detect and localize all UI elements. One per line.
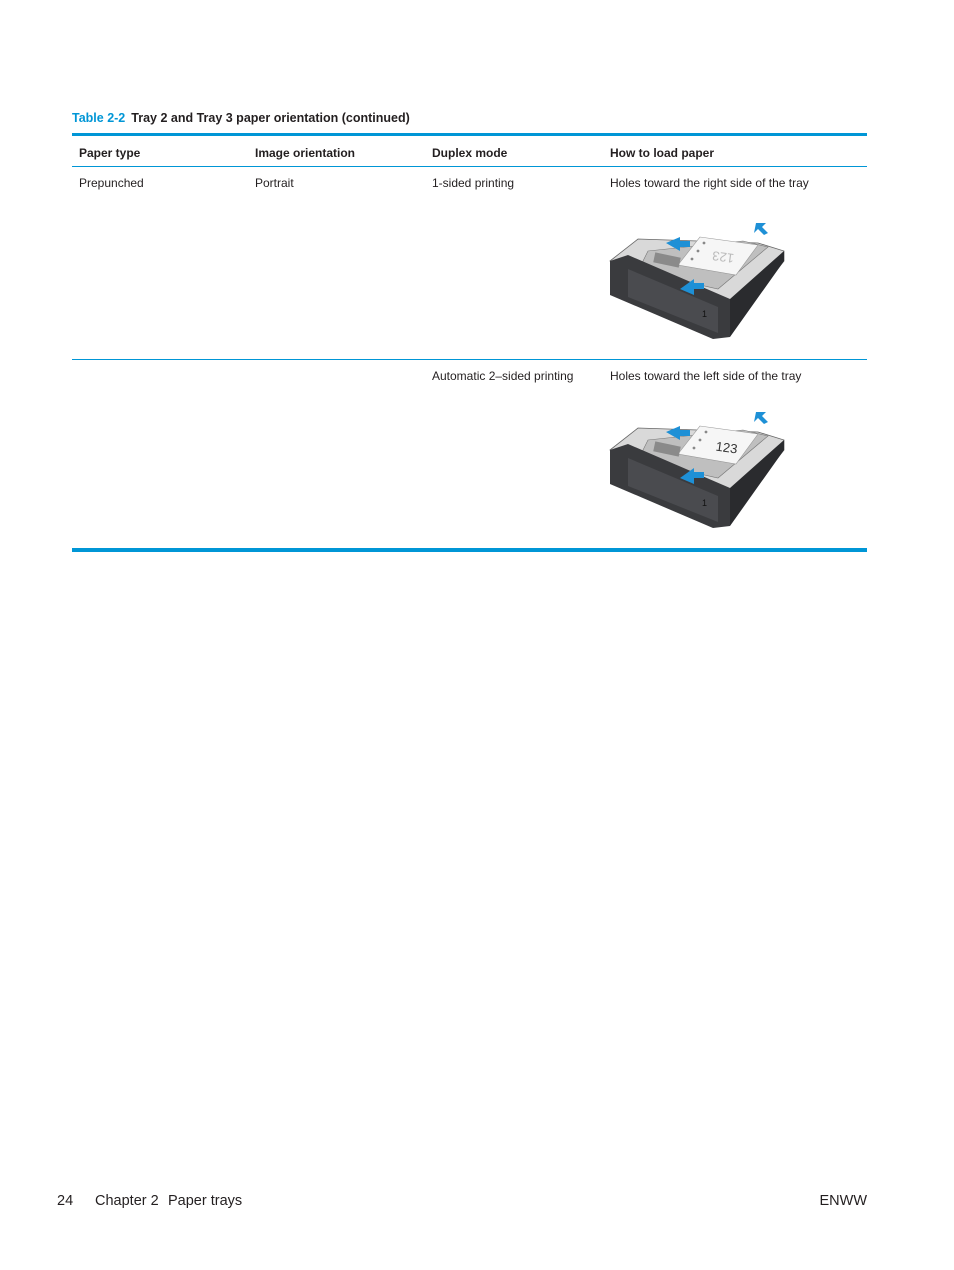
cell-how-to-load: Holes toward the right side of the tray xyxy=(610,176,809,190)
tray-illustration-holes-left xyxy=(608,410,786,528)
page-number: 24 xyxy=(57,1193,74,1209)
header-paper-type: Paper type xyxy=(79,146,141,160)
table-row xyxy=(72,167,867,360)
header-image-orientation: Image orientation xyxy=(255,146,356,160)
footer-chapter: Chapter 2 xyxy=(95,1193,159,1209)
footer-section: Paper trays xyxy=(168,1193,243,1209)
paper-label: 123 xyxy=(714,438,739,457)
guide-arrow-icon xyxy=(754,412,768,424)
header-duplex-mode: Duplex mode xyxy=(432,146,508,160)
table-header-row xyxy=(72,136,867,167)
paper-mirrored-label: 123 xyxy=(711,248,735,267)
cell-how-to-load: Holes toward the left side of the tray xyxy=(610,369,802,383)
table-caption xyxy=(72,111,410,125)
header-how-to-load: How to load paper xyxy=(610,146,715,160)
svg-text:1: 1 xyxy=(702,498,708,508)
table-row xyxy=(72,360,867,552)
footer-brand: ENWW xyxy=(819,1193,867,1209)
guide-arrow-icon xyxy=(754,223,768,235)
cell-duplex-mode: Automatic 2–sided printing xyxy=(432,369,574,383)
cell-duplex-mode: 1-sided printing xyxy=(432,176,515,190)
paper-orientation-table xyxy=(72,133,867,552)
cell-paper-type: Prepunched xyxy=(79,176,144,190)
table-title: Tray 2 and Tray 3 paper orientation (continued) xyxy=(131,111,410,125)
svg-text:1: 1 xyxy=(702,309,708,319)
cell-image-orientation: Portrait xyxy=(255,176,294,190)
tray-illustration-holes-right xyxy=(608,221,786,339)
table-number: Table 2-2 xyxy=(72,111,126,125)
